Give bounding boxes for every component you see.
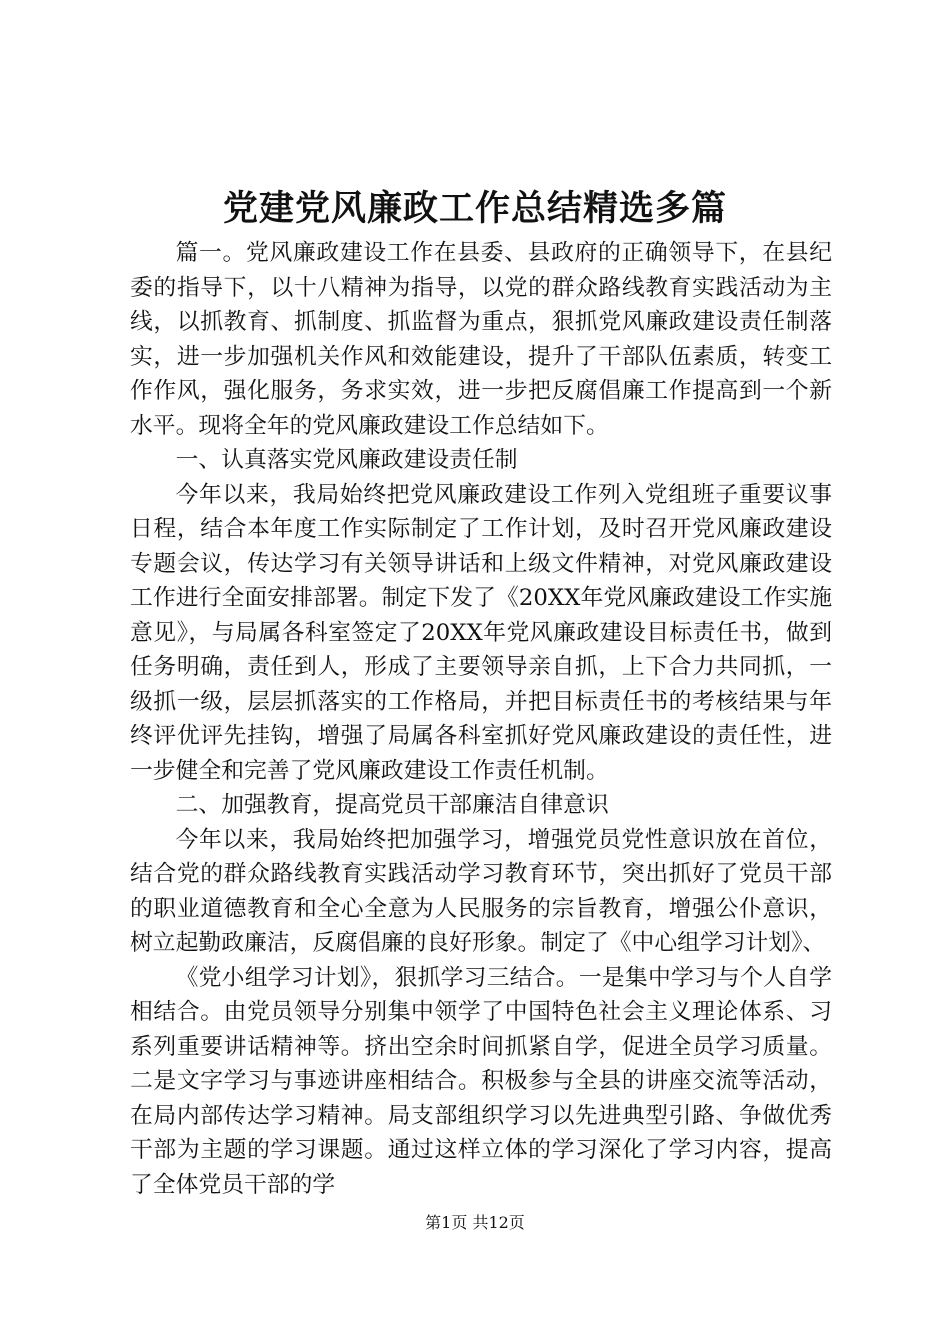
section-heading-1: 一、认真落实党风廉政建设责任制	[175, 447, 518, 473]
paragraph-section-2-continued: 《党小组学习计划》，狠抓学习三结合。一是集中学习与个人自学相结合。由党员领导分别集中领学了中国特色社会主义理论体系、习系列重要讲话精神等。挤出空余时间抓紧自学，促进全员学习质量。二是文字学习与事迹讲座相结合。积极参与全县的讲座交流等活动，在局内部传达学习精神。局支部组织学习以先进典型引路、争做优秀干部为主题的学习课题。通过这样立体的学习深化了学习内容，提高了全体党员干部的学	[130, 964, 832, 1198]
section-heading-2: 二、加强教育，提高党员干部廉洁自律意识	[175, 792, 609, 818]
page-number-footer: 第1页 共12页	[425, 1213, 525, 1232]
paragraph-section-1: 今年以来，我局始终把党风廉政建设工作列入党组班子重要议事日程，结合本年度工作实际制定了工作计划，及时召开党风廉政建设专题会议，传达学习有关领导讲话和上级文件精神，对党风廉政建设工作进行全面安排部署。制定下发了《20XX年党风廉政建设工作实施意见》，与局属各科室签定了20XX年党风廉政建设目标责任书，做到任务明确，责任到人，形成了主要领导亲自抓，上下合力共同抓，一级抓一级，层层抓落实的工作格局，并把目标责任书的考核结果与年终评优评先挂钩，增强了局属各科室抓好党风廉政建设的责任性，进一步健全和完善了党风廉政建设工作责任机制。	[130, 481, 832, 784]
document-title: 党建党风廉政工作总结精选多篇	[222, 188, 727, 229]
paragraph-intro: 篇一。党风廉政建设工作在县委、县政府的正确领导下，在县纪委的指导下，以十八精神为指导，以党的群众路线教育实践活动为主线，以抓教育、抓制度、抓监督为重点，狠抓党风廉政建设责任制落实，进一步加强机关作风和效能建设，提升了干部队伍素质，转变工作作风，强化服务，务求实效，进一步把反腐倡廉工作提高到一个新水平。现将全年的党风廉政建设工作总结如下。	[130, 240, 832, 439]
paragraph-section-2: 今年以来，我局始终把加强学习，增强党员党性意识放在首位，结合党的群众路线教育实践活动学习教育环节，突出抓好了党员干部的职业道德教育和全心全意为人民服务的宗旨教育，增强公仆意识，树立起勤政廉洁，反腐倡廉的良好形象。制定了《中心组学习计划》、	[130, 826, 832, 956]
document-body	[130, 236, 832, 1202]
